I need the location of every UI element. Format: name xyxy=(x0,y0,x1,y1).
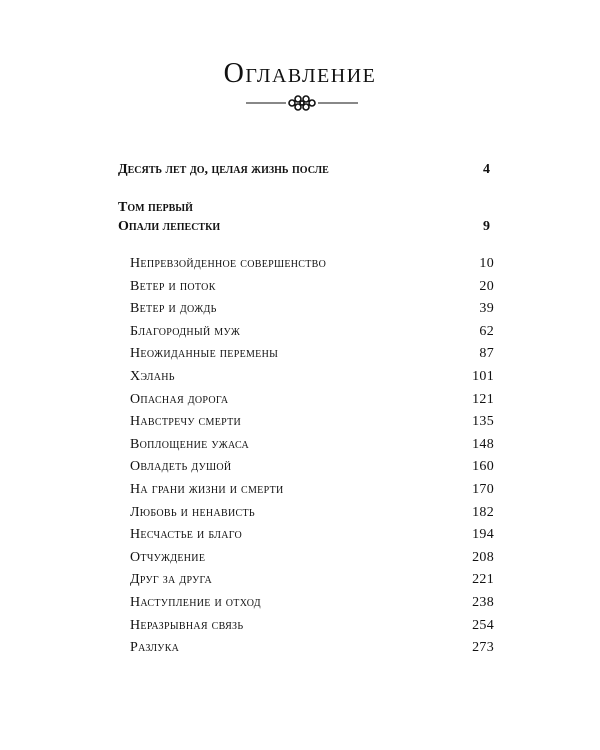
toc-entry-chapter[interactable] xyxy=(130,344,494,364)
entry-title: Разлука xyxy=(130,640,180,656)
toc-entry-chapter[interactable] xyxy=(130,480,494,500)
toc-entry-chapter[interactable] xyxy=(130,367,494,387)
entry-title: Навстречу смерти xyxy=(130,414,242,430)
endless-knot-ornament-icon xyxy=(246,95,358,111)
toc-entry-chapter[interactable] xyxy=(130,638,494,658)
entry-title: Десять лет до, целая жизнь после xyxy=(118,162,329,177)
entry-title: Непревзойденное совершенство xyxy=(130,256,327,271)
entry-title: Хэлань xyxy=(130,369,175,384)
entry-title: Неожиданные перемены xyxy=(130,346,279,362)
entry-title: Опасная дорога xyxy=(130,391,229,407)
entry-page-number: 208 xyxy=(472,549,494,565)
toc-entry-chapter[interactable] xyxy=(130,390,494,410)
entry-title: Благородный муж xyxy=(130,323,241,339)
entry-page-number: 194 xyxy=(472,527,494,543)
entry-title: Воплощение ужаса xyxy=(130,436,249,452)
entry-page-number: 254 xyxy=(472,617,494,633)
toc-entry-chapter[interactable] xyxy=(130,322,494,342)
entry-page-number: 9 xyxy=(483,219,490,234)
toc-entry-chapter[interactable] xyxy=(130,570,494,590)
toc-entry-prologue[interactable] xyxy=(118,160,490,180)
toc-heading: Оглавление xyxy=(223,58,377,89)
entry-title: Друг за друга xyxy=(130,572,212,588)
entry-page-number: 39 xyxy=(479,301,494,317)
entry-title: Любовь и ненависть xyxy=(130,504,255,520)
entry-title: Неразрывная связь xyxy=(130,617,244,633)
entry-page-number: 121 xyxy=(472,391,494,407)
entry-page-number: 101 xyxy=(472,369,494,384)
entry-page-number: 10 xyxy=(479,256,494,271)
entry-page-number: 160 xyxy=(472,459,494,475)
entry-page-number: 148 xyxy=(472,436,494,452)
volume-title: Том первый xyxy=(118,200,193,215)
toc-entry-chapter[interactable] xyxy=(130,299,494,319)
toc-entry-chapter[interactable] xyxy=(130,254,494,274)
toc-entry-chapter[interactable] xyxy=(130,277,494,297)
toc-entry-chapter[interactable] xyxy=(130,525,494,545)
entry-page-number: 135 xyxy=(472,414,494,430)
entry-page-number: 221 xyxy=(472,572,494,588)
entry-page-number: 4 xyxy=(483,162,490,177)
toc-entry-part[interactable] xyxy=(118,217,490,237)
toc-entry-chapter[interactable] xyxy=(130,457,494,477)
toc-entry-chapter[interactable] xyxy=(130,435,494,455)
entry-page-number: 87 xyxy=(479,346,494,362)
toc-volume-heading xyxy=(118,198,490,218)
entry-title: Отчуждение xyxy=(130,549,206,565)
entry-title: Овладеть душой xyxy=(130,459,232,475)
toc-entry-chapter[interactable] xyxy=(130,412,494,432)
entry-page-number: 182 xyxy=(472,504,494,520)
entry-title: Опали лепестки xyxy=(118,219,221,234)
entry-page-number: 238 xyxy=(472,595,494,610)
entry-title: Ветер и дождь xyxy=(130,301,217,317)
entry-page-number: 273 xyxy=(472,640,494,656)
toc-entry-chapter[interactable] xyxy=(130,503,494,523)
entry-title: Несчастье и благо xyxy=(130,527,243,543)
toc-entry-chapter[interactable] xyxy=(130,616,494,636)
entry-title: На грани жизни и смерти xyxy=(130,482,284,497)
entry-title: Наступление и отход xyxy=(130,595,261,610)
toc-entry-chapter[interactable] xyxy=(130,593,494,613)
toc-entry-chapter[interactable] xyxy=(130,548,494,568)
entry-title: Ветер и поток xyxy=(130,278,216,294)
entry-page-number: 20 xyxy=(479,278,494,294)
entry-page-number: 170 xyxy=(472,482,494,497)
entry-page-number: 62 xyxy=(479,323,494,339)
